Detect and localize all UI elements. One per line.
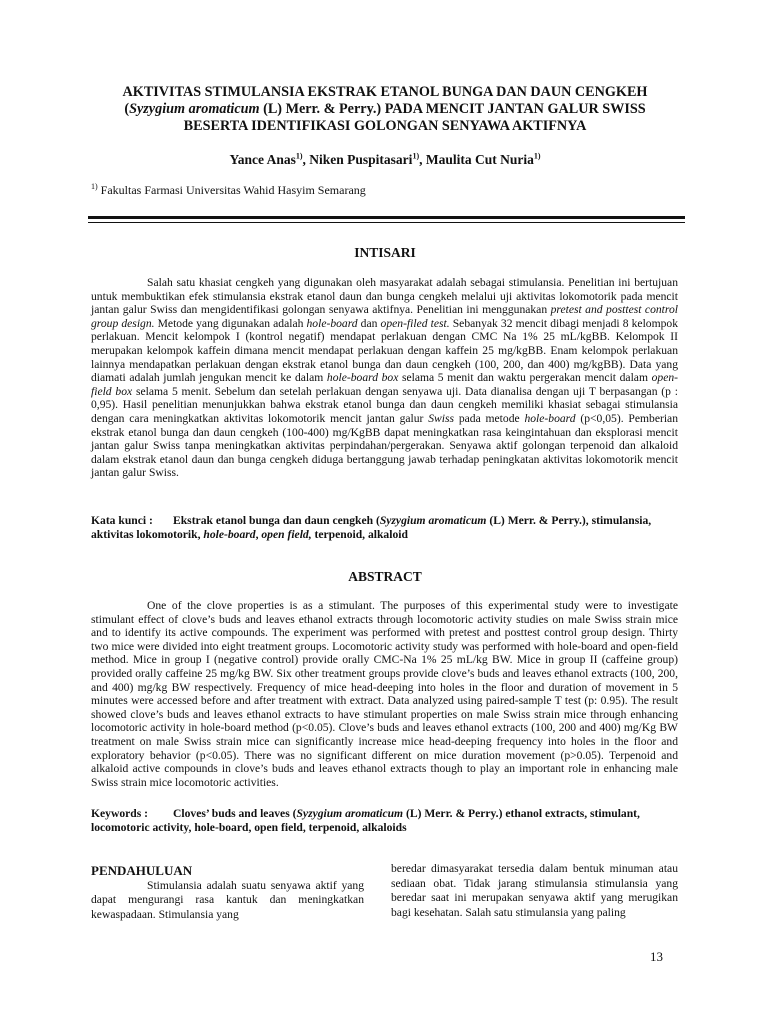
- title-paren: (: [124, 101, 130, 117]
- title-line-3: BESERTA IDENTIFIKASI GOLONGAN SENYAWA AKTIFNYA: [183, 118, 587, 134]
- header-rule-thick: [88, 216, 685, 219]
- abstract-heading: ABSTRACT: [348, 569, 422, 584]
- author-3-sup: 1): [533, 151, 541, 161]
- author-1-sup: 1): [295, 151, 303, 161]
- intisari-keywords: [91, 514, 678, 542]
- affiliation-sup: 1): [91, 182, 98, 191]
- title-line-2-rest: (L) Merr. & Perry.) PADA MENCIT JANTAN GALUR SWISS: [259, 101, 646, 117]
- keywords-label: Kata kunci :: [91, 514, 153, 527]
- intro-left-column: [91, 864, 364, 922]
- title-species: Syzygium aromaticum: [129, 101, 260, 117]
- abstract-keywords: [91, 807, 678, 835]
- author-sep: ,: [419, 152, 426, 167]
- page-number: 13: [650, 949, 663, 964]
- section-heading: PENDAHULUAN: [91, 863, 193, 878]
- intro-paragraph: Stimulansia adalah suatu senyawa aktif yang dapat mengurangi rasa kantuk dan meningkatkan kewaspadaan. Stimulansia yang: [91, 878, 364, 921]
- author-sep: ,: [302, 152, 310, 167]
- intro-paragraph-continued: beredar dimasyarakat tersedia dalam bentuk minuman atau sediaan obat. Tidak jarang stimulansia stimulansia yang beredar saat ini merupakan senyawa aktif yang merugikan bagi kesehatan. Salah satu stimulansia yang paling: [391, 862, 678, 919]
- author-1: Yance Anas: [229, 152, 296, 167]
- keywords-label: Keywords :: [91, 807, 148, 820]
- author-2-sup: 1): [412, 151, 420, 161]
- header-rule-thin: [88, 222, 685, 223]
- intisari-heading: INTISARI: [354, 245, 416, 260]
- keywords-text: Ekstrak etanol bunga dan daun cengkeh (Syzygium aromaticum (L) Merr. & Perry.), stimulansia, aktivitas lokomotorik, hole-board, open field, terpenoid, alkaloid: [91, 514, 652, 541]
- affiliation-text: Fakultas Farmasi Universitas Wahid Hasyim Semarang: [97, 183, 366, 197]
- author-2: Niken Puspitasari: [309, 152, 413, 167]
- title-line-1: AKTIVITAS STIMULANSIA EKSTRAK ETANOL BUNGA DAN DAUN CENGKEH: [122, 84, 648, 100]
- keywords-text: Cloves’ buds and leaves (Syzygium aromaticum (L) Merr. & Perry.) ethanol extracts, stimulant, locomotoric activity, hole-board, open field, terpenoid, alkaloids: [91, 807, 640, 834]
- title-line-2: [80, 101, 690, 118]
- abstract-body: One of the clove properties is as a stimulant. The purposes of this experimental study were to investigate stimulant effect of clove’s buds and leaves ethanol extracts through locomotoric activity studies on male Swiss strain mice and to identify its active compounds. The experiment was performed with pretest and posttest control group design. Thirty two mice were divided into eight treatment groups. Locomotoric activity study was performed with hole-board and open-field method. Mice in group I (negative control) provide orally CMC-Na 1% 25 mL/kg BW. Mice in group II (caffeine group) provided orally caffeine 25 mg/kg BW. Six other treatment groups provide clove’s buds and leaves ethanol extracts (100, 200, and 400) mg/kg BW respectively. Frequency of mice head-deeping into holes in the floor and duration of movement in 5 minutes were accessed before and after treatment with extract. Data analyzed using paired-sample T test (p: 0.95). The result showed clove’s buds and leaves ethanol extracts to have stimulant properties on male Swiss strain mice through enhancing locomotoric activity in hole-board method (p<0.05). Clove’s buds and leaves ethanol extracts (100, 200 and 400) mg/Kg BW treatment on male Swiss strain mice can significantly increase mice head-deeping frequency into holes in the floor and exploratory behavior (p<0.05). There was no significant different on mice duration movement (p>0.05). Terpenoid and alkaloid active compounds in clove’s buds and leaves ethanol extracts though to play an important role in enhancing male Swiss strain mice locomotoric activities.: [91, 599, 678, 789]
- affiliation: [91, 183, 366, 198]
- intro-right-column: [391, 862, 678, 920]
- author-list: [80, 152, 690, 168]
- author-3: Maulita Cut Nuria: [425, 152, 534, 167]
- intisari-body: Salah satu khasiat cengkeh yang digunakan oleh masyarakat adalah sebagai stimulansia. Penelitian ini bertujuan untuk membuktikan efek stimulansia ekstrak etanol daun dan bunga cengkeh melalui uji aktivitas lokomotorik pada mencit jantan galur Swiss dan mengidentifikasi golongan senyawa aktifnya. Penelitian ini menggunakan pretest and posttest control group design. Metode yang digunakan adalah hole-board dan open-filed test. Sebanyak 32 mencit dibagi menjadi 8 kelompok perlakuan. Mencit kelompok I (kontrol negatif) mendapat perlakuan dengan CMC Na 1% 25 mL/kgBB. Kelompok II merupakan kelompok kaffein dimana mencit mendapat perlakuan dengan kaffein 25 mg/kgBB. Enam kelompok perlakuan lainnya mendapatkan perlakuan dengan ekstrak etanol bunga dan daun cengkeh (100, 200, dan 400) mg/kgBB). Data yang diamati adalah jumlah jengukan mencit ke dalam hole-board box selama 5 menit dan waktu pergerakan mencit dalam open-field box selama 5 menit. Sebelum dan setelah perlakuan dengan senyawa uji. Data dianalisa dengan uji T berpasangan (p : 0,95). Hasil penelitian menunjukkan bahwa ekstrak etanol bunga dan daun cengkeh memiliki khasiat sebagai stimulansia dengan cara meningkatkan aktivitas lokomotorik mencit jantan galur Swiss pada metode hole-board (p<0,05). Pemberian ekstrak etanol bunga dan daun cengkeh (100-400) mg/KgBB dapat meningkatkan rasa keingintahuan dan eksplorasi mencit jantan galur Swiss tanpa meningkatkan aktivitas perpindahan/pergerakan. Senyawa aktif golongan terpenoid dan alkaloid dalam ekstrak etanol daun dan bunga cengkeh diduga bertanggung jawab terhadap peningkatan aktivitas lokomotorik mencit jantan galur Swiss.: [91, 276, 678, 480]
- paper-title: [80, 84, 690, 135]
